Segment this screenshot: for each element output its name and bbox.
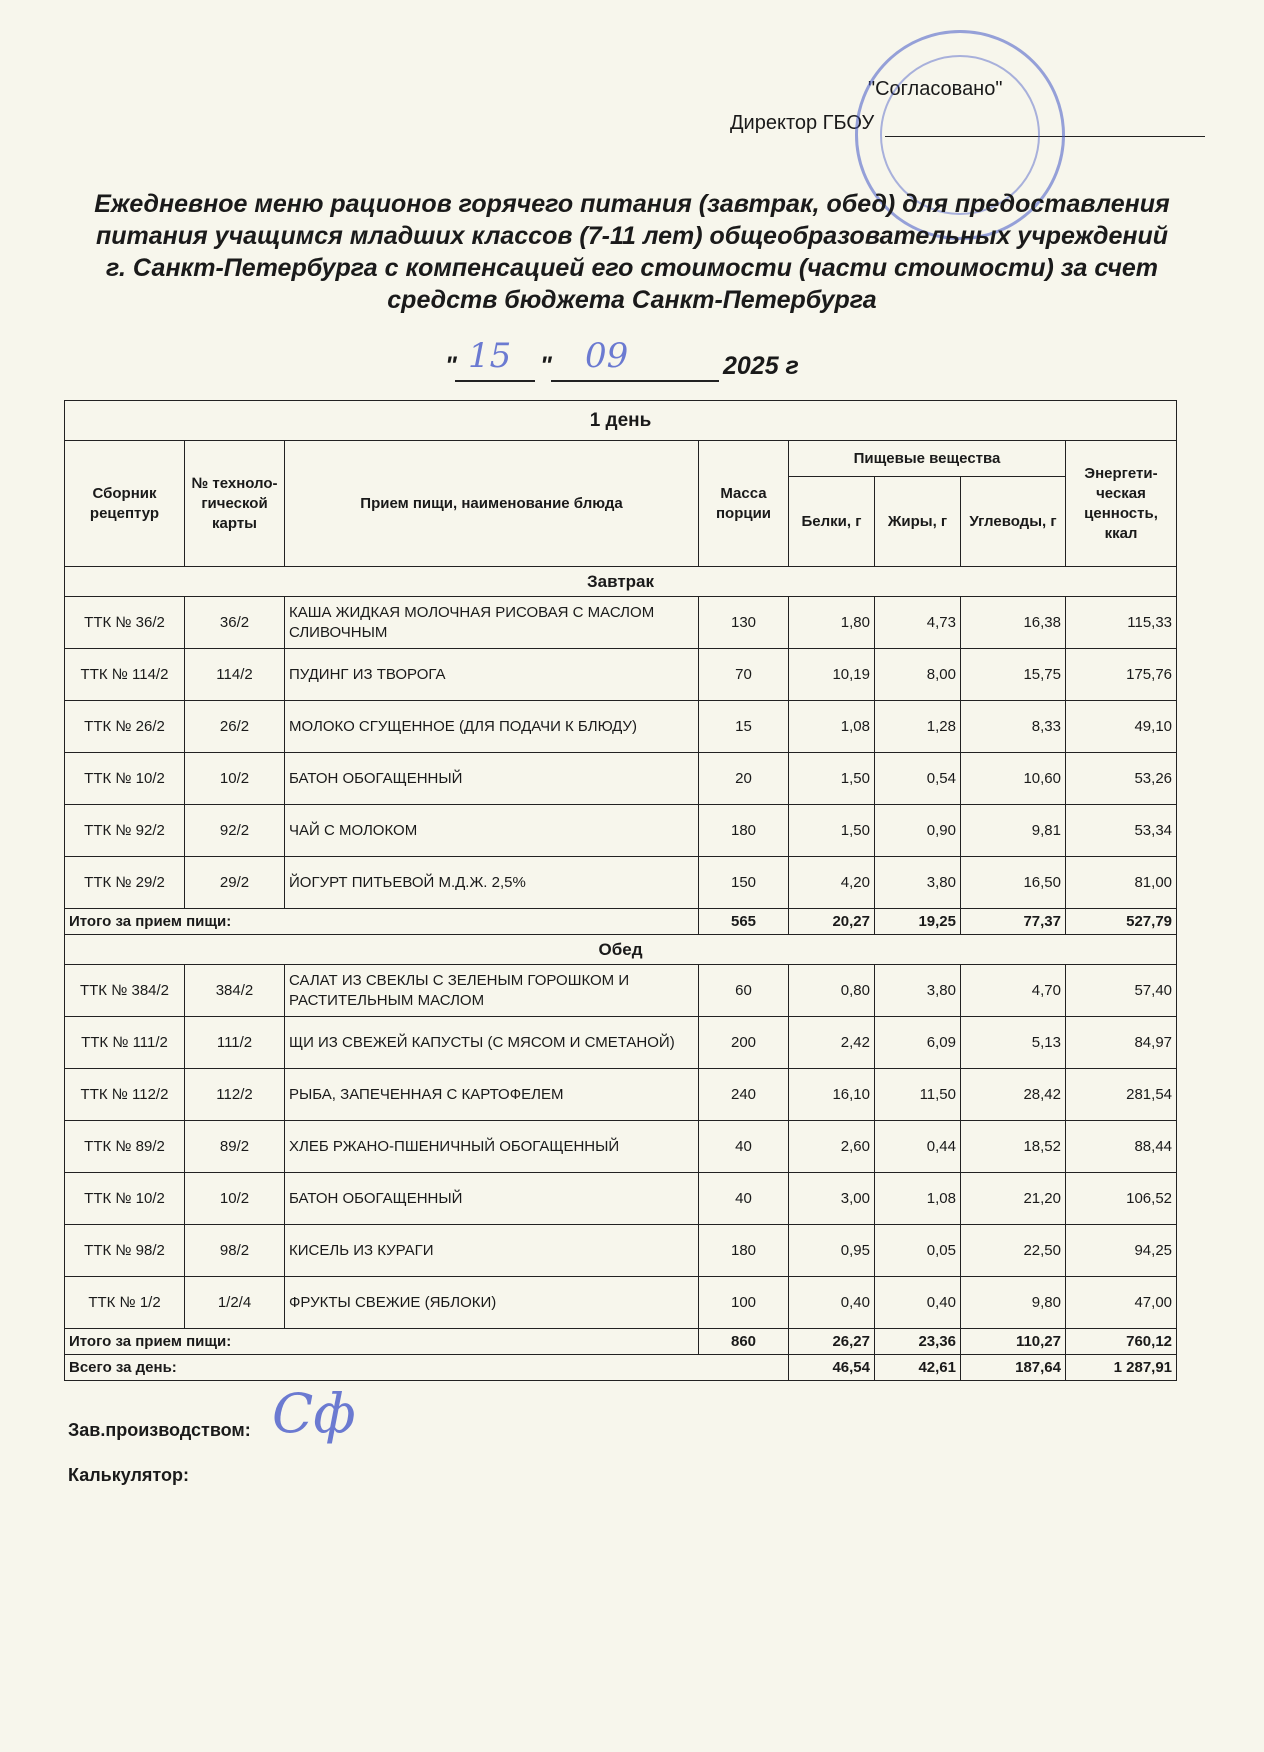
col-card: № техноло-гической карты (185, 441, 285, 567)
menu-table (64, 400, 1177, 1381)
cell-dish: ЙОГУРТ ПИТЬЕВОЙ М.Д.Ж. 2,5% (285, 857, 699, 909)
cell-energy: 106,52 (1066, 1173, 1177, 1225)
cell-card: 29/2 (185, 857, 285, 909)
total-carbs: 110,27 (961, 1329, 1066, 1355)
month-underline (551, 380, 719, 382)
cell-collection: ТТК № 10/2 (65, 1173, 185, 1225)
cell-collection: ТТК № 114/2 (65, 649, 185, 701)
cell-collection: ТТК № 384/2 (65, 965, 185, 1017)
cell-dish: САЛАТ ИЗ СВЕКЛЫ С ЗЕЛЕНЫМ ГОРОШКОМ И РАСТИТЕЛЬНЫМ МАСЛОМ (285, 965, 699, 1017)
col-energy: Энергети-ческая ценность, ккал (1066, 441, 1177, 567)
cell-mass: 180 (699, 1225, 789, 1277)
cell-energy: 81,00 (1066, 857, 1177, 909)
cell-fat: 3,80 (875, 857, 961, 909)
cell-carbs: 8,33 (961, 701, 1066, 753)
cell-card: 10/2 (185, 753, 285, 805)
cell-dish: ЧАЙ С МОЛОКОМ (285, 805, 699, 857)
table-row (65, 965, 1177, 1017)
total-fat: 23,36 (875, 1329, 961, 1355)
cell-card: 384/2 (185, 965, 285, 1017)
cell-collection: ТТК № 112/2 (65, 1069, 185, 1121)
cell-energy: 115,33 (1066, 597, 1177, 649)
cell-fat: 0,54 (875, 753, 961, 805)
day-total-row (65, 1355, 1177, 1381)
total-carbs: 77,37 (961, 909, 1066, 935)
calculator-label: Калькулятор: (68, 1465, 189, 1485)
table-row (65, 857, 1177, 909)
chief-label: Зав.производством: (68, 1420, 251, 1440)
cell-dish: ХЛЕБ РЖАНО-ПШЕНИЧНЫЙ ОБОГАЩЕННЫЙ (285, 1121, 699, 1173)
total-protein: 20,27 (789, 909, 875, 935)
cell-fat: 1,08 (875, 1173, 961, 1225)
cell-collection: ТТК № 98/2 (65, 1225, 185, 1277)
cell-mass: 180 (699, 805, 789, 857)
cell-fat: 11,50 (875, 1069, 961, 1121)
cell-collection: ТТК № 29/2 (65, 857, 185, 909)
cell-fat: 0,05 (875, 1225, 961, 1277)
col-collection: Сборник рецептур (65, 441, 185, 567)
cell-card: 10/2 (185, 1173, 285, 1225)
section-row-lunch (65, 935, 1177, 965)
cell-energy: 47,00 (1066, 1277, 1177, 1329)
day-total-energy: 1 287,91 (1066, 1355, 1177, 1381)
table-row (65, 701, 1177, 753)
section-row-breakfast (65, 567, 1177, 597)
total-label: Итого за прием пищи: (65, 1329, 699, 1355)
title-line-2: питания учащимся младших классов (7-11 лет) общеобразовательных учреждений (95, 222, 1169, 250)
table-row (65, 649, 1177, 701)
cell-mass: 15 (699, 701, 789, 753)
cell-protein: 1,80 (789, 597, 875, 649)
day-underline (455, 380, 535, 382)
cell-energy: 53,34 (1066, 805, 1177, 857)
total-protein: 26,27 (789, 1329, 875, 1355)
section-title: Завтрак (65, 567, 1177, 597)
cell-carbs: 16,50 (961, 857, 1066, 909)
col-carbs: Углеводы, г (961, 477, 1066, 567)
cell-collection: ТТК № 10/2 (65, 753, 185, 805)
cell-energy: 53,26 (1066, 753, 1177, 805)
col-protein: Белки, г (789, 477, 875, 567)
cell-protein: 16,10 (789, 1069, 875, 1121)
table-row (65, 1069, 1177, 1121)
total-mass: 565 (699, 909, 789, 935)
title-line-1: Ежедневное меню рационов горячего питания (завтрак, обед) для предоставления (94, 190, 1170, 218)
cell-collection: ТТК № 92/2 (65, 805, 185, 857)
cell-fat: 3,80 (875, 965, 961, 1017)
table-row (65, 753, 1177, 805)
cell-mass: 200 (699, 1017, 789, 1069)
cell-mass: 130 (699, 597, 789, 649)
day-total-fat: 42,61 (875, 1355, 961, 1381)
cell-carbs: 4,70 (961, 965, 1066, 1017)
cell-collection: ТТК № 1/2 (65, 1277, 185, 1329)
title-line-4: средств бюджета Санкт-Петербурга (387, 286, 877, 314)
cell-carbs: 18,52 (961, 1121, 1066, 1173)
table-row (65, 1225, 1177, 1277)
total-fat: 19,25 (875, 909, 961, 935)
cell-protein: 3,00 (789, 1173, 875, 1225)
cell-mass: 20 (699, 753, 789, 805)
cell-card: 1/2/4 (185, 1277, 285, 1329)
date-open-quote: " (445, 352, 457, 380)
total-mass: 860 (699, 1329, 789, 1355)
cell-protein: 1,08 (789, 701, 875, 753)
cell-energy: 281,54 (1066, 1069, 1177, 1121)
table-row (65, 805, 1177, 857)
total-energy: 527,79 (1066, 909, 1177, 935)
cell-card: 89/2 (185, 1121, 285, 1173)
cell-carbs: 16,38 (961, 597, 1066, 649)
cell-card: 112/2 (185, 1069, 285, 1121)
col-fat: Жиры, г (875, 477, 961, 567)
cell-dish: БАТОН ОБОГАЩЕННЫЙ (285, 1173, 699, 1225)
cell-collection: ТТК № 26/2 (65, 701, 185, 753)
page-title (60, 188, 1204, 316)
date-month-handwritten: 09 (585, 336, 629, 376)
day-total-carbs: 187,64 (961, 1355, 1066, 1381)
cell-collection: ТТК № 111/2 (65, 1017, 185, 1069)
col-dish: Прием пищи, наименование блюда (285, 441, 699, 567)
cell-mass: 60 (699, 965, 789, 1017)
cell-mass: 100 (699, 1277, 789, 1329)
cell-fat: 0,44 (875, 1121, 961, 1173)
cell-mass: 150 (699, 857, 789, 909)
cell-carbs: 5,13 (961, 1017, 1066, 1069)
day-total-label: Всего за день: (65, 1355, 789, 1381)
cell-fat: 0,40 (875, 1277, 961, 1329)
table-row (65, 1017, 1177, 1069)
cell-dish: ПУДИНГ ИЗ ТВОРОГА (285, 649, 699, 701)
table-row (65, 1173, 1177, 1225)
cell-dish: КАША ЖИДКАЯ МОЛОЧНАЯ РИСОВАЯ С МАСЛОМ СЛИВОЧНЫМ (285, 597, 699, 649)
breakfast-total-row (65, 909, 1177, 935)
col-mass: Масса порции (699, 441, 789, 567)
director-label: Директор ГБОУ (730, 112, 875, 134)
cell-fat: 1,28 (875, 701, 961, 753)
cell-protein: 0,80 (789, 965, 875, 1017)
cell-carbs: 9,80 (961, 1277, 1066, 1329)
table-row (65, 1121, 1177, 1173)
menu-table-body (65, 567, 1177, 1381)
cell-carbs: 9,81 (961, 805, 1066, 857)
cell-fat: 4,73 (875, 597, 961, 649)
cell-dish: МОЛОКО СГУЩЕННОЕ (ДЛЯ ПОДАЧИ К БЛЮДУ) (285, 701, 699, 753)
agreed-label: "Согласовано" (868, 78, 1003, 100)
cell-dish: РЫБА, ЗАПЕЧЕННАЯ С КАРТОФЕЛЕМ (285, 1069, 699, 1121)
cell-fat: 6,09 (875, 1017, 961, 1069)
cell-card: 92/2 (185, 805, 285, 857)
cell-dish: БАТОН ОБОГАЩЕННЫЙ (285, 753, 699, 805)
cell-energy: 94,25 (1066, 1225, 1177, 1277)
cell-protein: 1,50 (789, 805, 875, 857)
cell-collection: ТТК № 89/2 (65, 1121, 185, 1173)
cell-card: 111/2 (185, 1017, 285, 1069)
cell-carbs: 15,75 (961, 649, 1066, 701)
cell-dish: ФРУКТЫ СВЕЖИЕ (ЯБЛОКИ) (285, 1277, 699, 1329)
cell-protein: 4,20 (789, 857, 875, 909)
cell-energy: 84,97 (1066, 1017, 1177, 1069)
date-year: 2025 г (723, 352, 799, 380)
total-energy: 760,12 (1066, 1329, 1177, 1355)
cell-mass: 40 (699, 1173, 789, 1225)
cell-carbs: 22,50 (961, 1225, 1066, 1277)
cell-energy: 175,76 (1066, 649, 1177, 701)
section-title: Обед (65, 935, 1177, 965)
title-line-3: г. Санкт-Петербурга с компенсацией его стоимости (части стоимости) за счет (105, 254, 1159, 282)
day-header: 1 день (65, 401, 1177, 441)
cell-carbs: 10,60 (961, 753, 1066, 805)
cell-protein: 2,42 (789, 1017, 875, 1069)
cell-card: 36/2 (185, 597, 285, 649)
cell-fat: 0,90 (875, 805, 961, 857)
col-nutrients: Пищевые вещества (789, 441, 1066, 477)
lunch-total-row (65, 1329, 1177, 1355)
table-row (65, 1277, 1177, 1329)
cell-energy: 49,10 (1066, 701, 1177, 753)
cell-card: 26/2 (185, 701, 285, 753)
cell-protein: 1,50 (789, 753, 875, 805)
date-close-quote: " (540, 352, 552, 380)
cell-mass: 70 (699, 649, 789, 701)
cell-collection: ТТК № 36/2 (65, 597, 185, 649)
cell-protein: 0,95 (789, 1225, 875, 1277)
cell-protein: 10,19 (789, 649, 875, 701)
chief-signature: Сф (272, 1382, 356, 1445)
date-day-handwritten: 15 (468, 336, 512, 376)
cell-mass: 240 (699, 1069, 789, 1121)
cell-carbs: 21,20 (961, 1173, 1066, 1225)
cell-dish: КИСЕЛЬ ИЗ КУРАГИ (285, 1225, 699, 1277)
cell-energy: 88,44 (1066, 1121, 1177, 1173)
cell-mass: 40 (699, 1121, 789, 1173)
table-row (65, 597, 1177, 649)
cell-card: 98/2 (185, 1225, 285, 1277)
cell-energy: 57,40 (1066, 965, 1177, 1017)
cell-fat: 8,00 (875, 649, 961, 701)
total-label: Итого за прием пищи: (65, 909, 699, 935)
cell-protein: 0,40 (789, 1277, 875, 1329)
cell-card: 114/2 (185, 649, 285, 701)
cell-protein: 2,60 (789, 1121, 875, 1173)
cell-carbs: 28,42 (961, 1069, 1066, 1121)
day-total-protein: 46,54 (789, 1355, 875, 1381)
cell-dish: ЩИ ИЗ СВЕЖЕЙ КАПУСТЫ (С МЯСОМ И СМЕТАНОЙ) (285, 1017, 699, 1069)
